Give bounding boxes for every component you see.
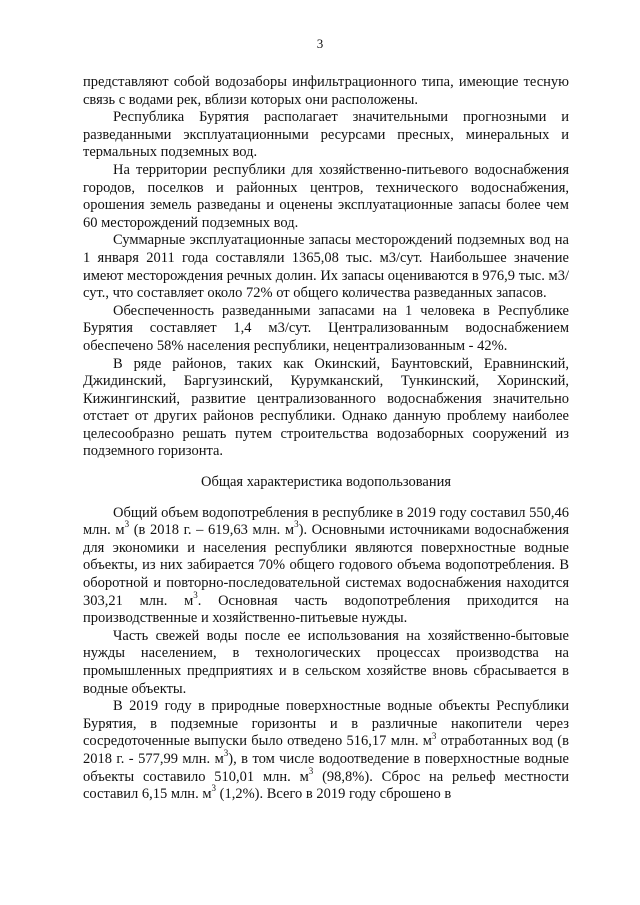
discharge-text-1: В 2019 году в природные поверхностные водные объекты Республики Бурятия, в подземные горизонты и в различные накопители через сосредоточенные выпуски было отведено 516,17 млн. м [83, 698, 569, 750]
usage-text-1: Общий объем водопотребления в республике в 2019 году составил 550,46 млн. м [83, 504, 569, 539]
paragraph-deposits-explored: На территории республики для хозяйственно-питьевого водоснабжения городов, поселков и районных центров, технического водоснабжения, орошения земель разведаны и оценены эксплуатационные запасы более чем 60 месторождений подземных вод. [83, 161, 569, 231]
paragraph-districts: В ряде районов, таких как Окинский, Баунтовский, Еравнинский, Джидинский, Баргузинский, Курумканский, Тункинский, Хоринский, Кижингинский, развитие централизованного водоснабжения значительно отстает от других районов республики. Однако данную проблему наиболее целесообразно решать путем строительства водозаборных сооружений из подземного горизонта. [83, 355, 569, 460]
paragraph-groundwater-resources: Республика Бурятия располагает значительными прогнозными и разведанными эксплуатационными ресурсами пресных, минеральных и термальных подземных вод. [83, 109, 569, 161]
page-body [83, 74, 569, 804]
page-number: 3 [316, 36, 324, 51]
superscript-cubic: 3 [211, 783, 216, 794]
discharge-text-5: (1,2%). Всего в 2019 году сброшено в [216, 786, 452, 803]
paragraph-per-capita-supply: Обеспеченность разведанными запасами на 1 человека в Республике Бурятия составляет 1,4 м3/сут. Централизованным водоснабжением обеспечено 58% населения республики, нецентрализованным - 42%. [83, 302, 569, 354]
superscript-cubic: 3 [124, 519, 130, 530]
superscript-cubic: 3 [193, 589, 198, 600]
discharge-text-3: ), в том числе водоотведение в поверхностные водные объекты составило 510,01 млн. м [83, 750, 569, 785]
superscript-cubic: 3 [431, 730, 437, 741]
usage-text-3: ). Основными источниками водоснабжения для экономики и населения республики являются поверхностные водные объекты, из них забирается 70% общего годового объема водопотребления. В оборотной и повторно-последовательной системах водоснабжения находится 303,21 млн. м [83, 522, 569, 609]
discharge-text-2: отработанных вод (в 2018 г. - 577,99 млн. м [83, 733, 569, 767]
paragraph-wastewater-discharge [83, 698, 569, 804]
superscript-cubic: 3 [223, 748, 229, 759]
paragraph-fresh-water-reuse: Часть свежей воды после ее использования на хозяйственно-бытовые нужды населением, в технологических процессах производства на промышленных предприятиях и в сельском хозяйстве вновь сбрасывается в водные объекты. [83, 627, 569, 697]
usage-text-4: . Основная часть водопотребления приходится на производственные и хозяйственно-питьевые нужды. [83, 592, 569, 627]
paragraph-total-reserves: Суммарные эксплуатационные запасы месторождений подземных вод на 1 января 2011 года составляли 1365,08 тыс. м3/сут. Наибольшее значение имеют месторождения речных долин. Их запасы оцениваются в 976,9 тыс. м3/сут., что составляет около 72% от общего количества разведанных запасов. [83, 232, 569, 302]
discharge-text-4: (98,8%). Сброс на рельеф местности составил 6,15 млн. м [83, 768, 569, 803]
usage-text-2: (в 2018 г. – 619,63 млн. м [129, 522, 295, 539]
superscript-cubic: 3 [308, 765, 314, 776]
section-heading: Общая характеристика водопользования [200, 474, 452, 491]
superscript-cubic: 3 [294, 519, 299, 530]
paragraph-infiltration-intakes: представляют собой водозаборы инфильтрационного типа, имеющие тесную связь с водами рек, вблизи которых они расположены. [83, 74, 569, 108]
paragraph-water-consumption [83, 505, 569, 628]
